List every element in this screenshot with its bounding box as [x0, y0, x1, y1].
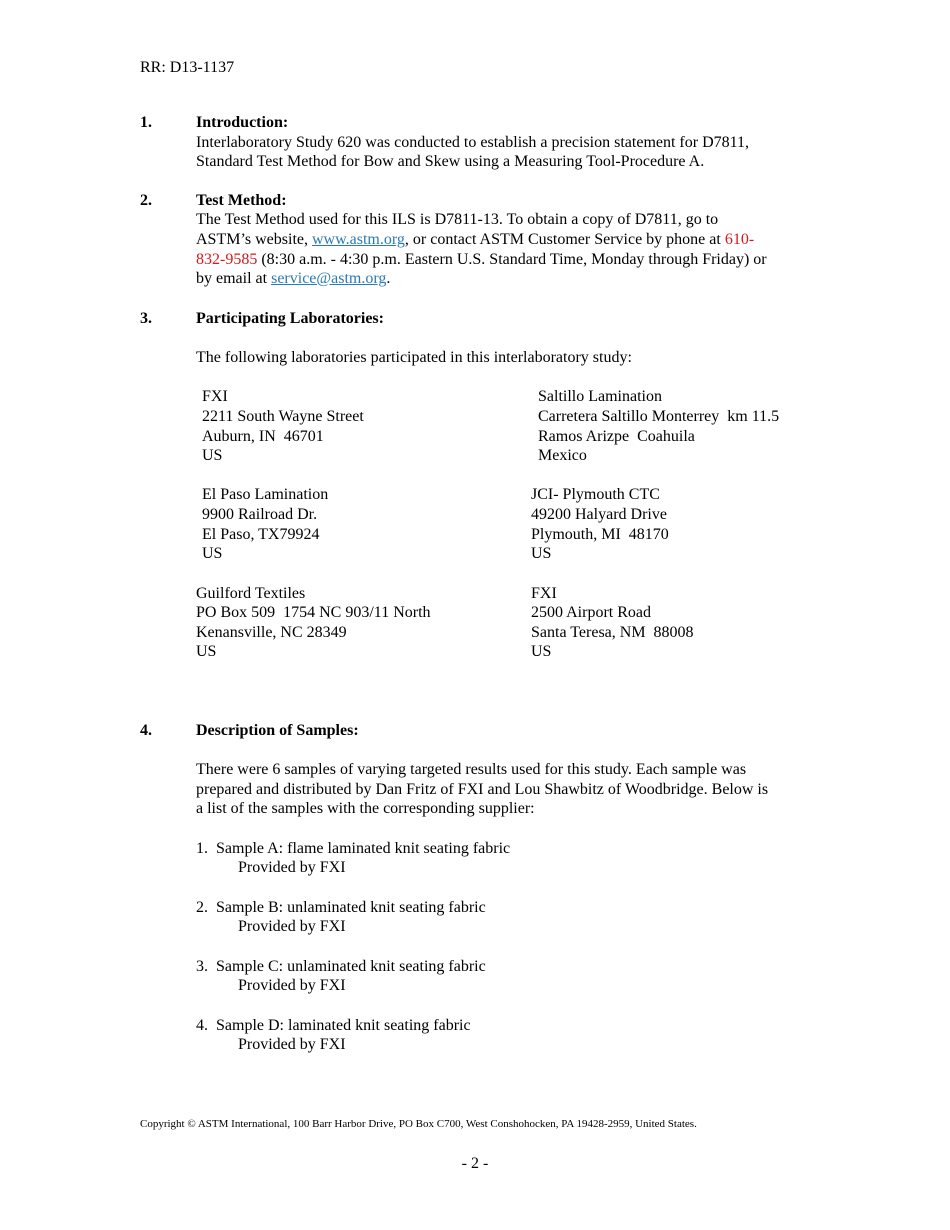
lab-4-name: JCI- Plymouth CTC [531, 486, 660, 503]
section-4-title: Description of Samples: [196, 722, 359, 739]
lab-3-name: El Paso Lamination [202, 486, 329, 503]
section-2-line-2-a: ASTM’s website, [196, 231, 312, 248]
lab-6-address-1: 2500 Airport Road [531, 604, 651, 621]
section-3-intro: The following laboratories participated in this interlaboratory study: [196, 349, 632, 366]
section-2-line-4-a: by email at [196, 270, 272, 287]
section-1-title: Introduction: [196, 114, 289, 131]
lab-4-address-1: 49200 Halyard Drive [531, 506, 667, 523]
lab-6-name: FXI [531, 585, 557, 602]
lab-3-address-2: El Paso, TX79924 [202, 526, 320, 543]
lab-3-address-1: 9900 Railroad Dr. [202, 506, 318, 523]
sample-d-label: 4. Sample D: laminated knit seating fabric [196, 1017, 471, 1034]
lab-1-country: US [202, 447, 223, 464]
section-2-line-4-b: . [386, 270, 391, 287]
lab-2-name: Saltillo Lamination [538, 388, 662, 405]
sample-d-provider: Provided by FXI [238, 1036, 346, 1053]
lab-3-country: US [202, 545, 223, 562]
lab-1-name: FXI [202, 388, 228, 405]
lab-6-address-2: Santa Teresa, NM 88008 [531, 624, 694, 641]
phone-number-part-1: 610- [724, 231, 755, 248]
sample-c-provider: Provided by FXI [238, 977, 346, 994]
sample-b-provider: Provided by FXI [238, 918, 346, 935]
section-2-line-1: The Test Method used for this ILS is D7811-13. To obtain a copy of D7811, go to [196, 211, 719, 228]
sample-a-provider: Provided by FXI [238, 859, 346, 876]
lab-5-address-2: Kenansville, NC 28349 [196, 624, 347, 641]
document-id: RR: D13-1137 [140, 59, 235, 76]
copyright-footer: Copyright © ASTM International, 100 Barr Harbor Drive, PO Box C700, West Conshohocken, PA 19428-2959, United States. [140, 1118, 697, 1130]
lab-6-country: US [531, 643, 552, 660]
lab-1-address-1: 2211 South Wayne Street [202, 408, 364, 425]
lab-5-address-1: PO Box 509 1754 NC 903/11 North [196, 604, 431, 621]
section-2-line-2 [196, 230, 754, 250]
phone-number-part-2: 832-9585 [196, 251, 258, 268]
lab-2-address-1: Carretera Saltillo Monterrey km 11.5 [538, 408, 780, 425]
sample-a-label: 1. Sample A: flame laminated knit seating fabric [196, 840, 511, 857]
astm-website-link[interactable]: www.astm.org [312, 231, 405, 248]
section-1-number: 1. [140, 114, 152, 131]
section-3-title: Participating Laboratories: [196, 310, 384, 327]
lab-2-country: Mexico [538, 447, 587, 464]
section-2-number: 2. [140, 192, 152, 209]
lab-4-country: US [531, 545, 552, 562]
lab-2-address-2: Ramos Arizpe Coahuila [538, 428, 695, 445]
sample-b-label: 2. Sample B: unlaminated knit seating fabric [196, 899, 486, 916]
page-number: - 2 - [461, 1155, 489, 1172]
section-2-line-2-b: , or contact ASTM Customer Service by phone at [404, 231, 725, 248]
section-4-number: 4. [140, 722, 152, 739]
lab-5-country: US [196, 643, 217, 660]
service-email-link[interactable]: service@astm.org [271, 270, 387, 287]
section-4-line-3: a list of the samples with the corresponding supplier: [196, 800, 535, 817]
sample-c-label: 3. Sample C: unlaminated knit seating fabric [196, 958, 486, 975]
lab-4-address-2: Plymouth, MI 48170 [531, 526, 669, 543]
section-4-line-1: There were 6 samples of varying targeted results used for this study. Each sample was [196, 761, 747, 778]
section-2-title: Test Method: [196, 192, 287, 209]
section-3-number: 3. [140, 310, 152, 327]
lab-1-address-2: Auburn, IN 46701 [202, 428, 324, 445]
section-2-line-3-b: (8:30 a.m. - 4:30 p.m. Eastern U.S. Standard Time, Monday through Friday) or [257, 251, 767, 268]
section-2-line-3 [196, 250, 767, 270]
section-2-line-4 [196, 269, 390, 289]
section-4-line-2: prepared and distributed by Dan Fritz of FXI and Lou Shawbitz of Woodbridge. Below is [196, 781, 769, 798]
section-1-line-2: Standard Test Method for Bow and Skew using a Measuring Tool-Procedure A. [196, 153, 705, 170]
section-1-line-1: Interlaboratory Study 620 was conducted to establish a precision statement for D7811, [196, 134, 750, 151]
lab-5-name: Guilford Textiles [196, 585, 306, 602]
